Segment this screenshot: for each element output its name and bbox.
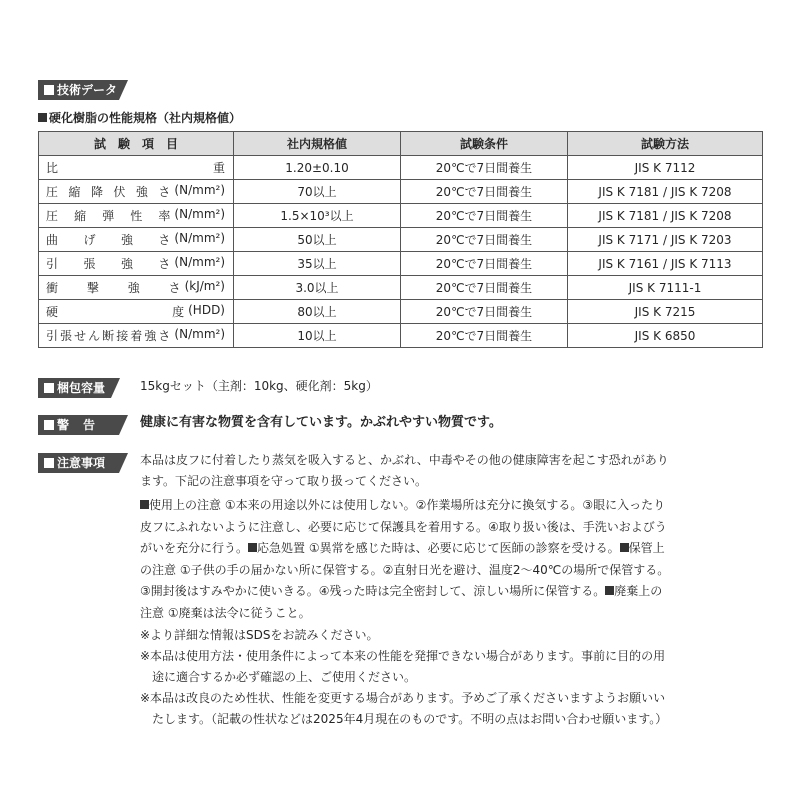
condition-cell: 20℃で7日間養生 xyxy=(401,276,568,300)
square-bullet-icon xyxy=(140,500,149,509)
condition-cell: 20℃で7日間養生 xyxy=(401,180,568,204)
square-icon xyxy=(44,85,54,95)
value-cell: 35以上 xyxy=(234,252,401,276)
table-row xyxy=(39,228,763,252)
section-subtitle: 硬化樹脂の性能規格（社内規格値） xyxy=(38,109,241,126)
condition-cell: 20℃で7日間養生 xyxy=(401,156,568,180)
test-item-cell: 比 重 xyxy=(39,156,234,180)
value-cell: 70以上 xyxy=(234,180,401,204)
table-row xyxy=(39,156,763,180)
square-bullet-icon xyxy=(620,543,629,552)
footnotes xyxy=(140,625,667,730)
footnote: ※本品は使用方法・使用条件によって本来の性能を発揮できない場合があります。事前に目的の用 xyxy=(140,649,666,663)
condition-cell: 20℃で7日間養生 xyxy=(401,300,568,324)
value-cell: 10以上 xyxy=(234,324,401,348)
cautions-label: 注意事項 xyxy=(38,453,119,473)
method-cell: JIS K 7181 / JIS K 7208 xyxy=(568,180,763,204)
condition-cell: 20℃で7日間養生 xyxy=(401,228,568,252)
value-cell: 1.5×10³以上 xyxy=(234,204,401,228)
square-bullet-icon xyxy=(605,586,614,595)
footnote: ※本品は改良のため性状、性能を変更する場合があります。予めご了承くださいますようお願いい xyxy=(140,691,666,705)
square-icon xyxy=(44,383,54,393)
column-header: 試 験 項 目 xyxy=(39,132,234,156)
square-bullet-icon xyxy=(38,113,47,122)
condition-cell: 20℃で7日間養生 xyxy=(401,252,568,276)
table-row xyxy=(39,276,763,300)
value-cell: 50以上 xyxy=(234,228,401,252)
test-item-cell: 曲 げ 強 さ (N/mm²) xyxy=(39,228,234,252)
square-bullet-icon xyxy=(248,543,257,552)
test-item-cell: 衝 撃 強 さ (kJ/m²) xyxy=(39,276,234,300)
method-cell: JIS K 7161 / JIS K 7113 xyxy=(568,252,763,276)
table-row xyxy=(39,204,763,228)
condition-cell: 20℃で7日間養生 xyxy=(401,324,568,348)
test-item-cell: 硬 度 (HDD) xyxy=(39,300,234,324)
footnote: ※より詳細な情報はSDSをお読みください。 xyxy=(140,628,379,642)
method-cell: JIS K 7111-1 xyxy=(568,276,763,300)
method-cell: JIS K 7171 / JIS K 7203 xyxy=(568,228,763,252)
warning-label: 警告 xyxy=(38,415,119,435)
packaging-label: 梱包容量 xyxy=(38,378,111,398)
method-cell: JIS K 6850 xyxy=(568,324,763,348)
method-cell: JIS K 7112 xyxy=(568,156,763,180)
test-item-cell: 引 張 強 さ (N/mm²) xyxy=(39,252,234,276)
spec-table xyxy=(38,131,763,348)
value-cell: 3.0以上 xyxy=(234,276,401,300)
condition-cell: 20℃で7日間養生 xyxy=(401,204,568,228)
value-cell: 80以上 xyxy=(234,300,401,324)
table-row xyxy=(39,180,763,204)
warning-text: 健康に有害な物質を含有しています。かぶれやすい物質です。 xyxy=(140,415,502,430)
packaging-text: 15kgセット（主剤：10kg、硬化剤：5kg） xyxy=(140,379,378,393)
value-cell: 1.20±0.10 xyxy=(234,156,401,180)
column-header: 社内規格値 xyxy=(234,132,401,156)
table-row xyxy=(39,324,763,348)
method-cell: JIS K 7181 / JIS K 7208 xyxy=(568,204,763,228)
table-row xyxy=(39,252,763,276)
square-icon xyxy=(44,458,54,468)
method-cell: JIS K 7215 xyxy=(568,300,763,324)
cautions-intro: 本品は皮フに付着したり蒸気を吸入すると、かぶれ、中毒やその他の健康障害を起こす恐れがあり ます。下記の注意事項を守って取り扱ってください。 xyxy=(140,453,669,488)
tech-data-label: 技術データ xyxy=(38,80,119,100)
caution-details: 使用上の注意 ①本来の用途以外には使用しない。②作業場所は充分に換気する。③眼に入ったり 皮フにふれないように注意し、必要に応じて保護具を着用する。④取り扱い後は、手洗いおよびう がいを充分に行う。 応急処置 ①異常を感じた時は、必要に応じて医師の診察を受ける。 保管上 の注意 ①子供の手の届かない所に保管する。②直射日光を避け、温度2～40℃の場所で保管する。 ③開封後はすみやかに使いきる。④残った時は完全密封して、涼しい場所に保管する。 廃棄上の 注意 ①廃棄は法令に従うこと。 xyxy=(140,498,670,620)
square-icon xyxy=(44,420,54,430)
table-row xyxy=(39,300,763,324)
test-item-cell: 圧 縮 降 伏 強 さ (N/mm²) xyxy=(39,180,234,204)
column-header: 試験方法 xyxy=(568,132,763,156)
test-item-cell: 圧 縮 弾 性 率 (N/mm²) xyxy=(39,204,234,228)
test-item-cell: 引 張 せ ん 断 接 着 強 さ (N/mm²) xyxy=(39,324,234,348)
column-header: 試験条件 xyxy=(401,132,568,156)
table-header-row xyxy=(39,132,763,156)
footnote: たします。（記載の性状などは2025年4月現在のものです。不明の点はお問い合わせ願います。） xyxy=(152,712,668,726)
footnote: 途に適合するか必ず確認の上、ご使用ください。 xyxy=(152,670,417,684)
